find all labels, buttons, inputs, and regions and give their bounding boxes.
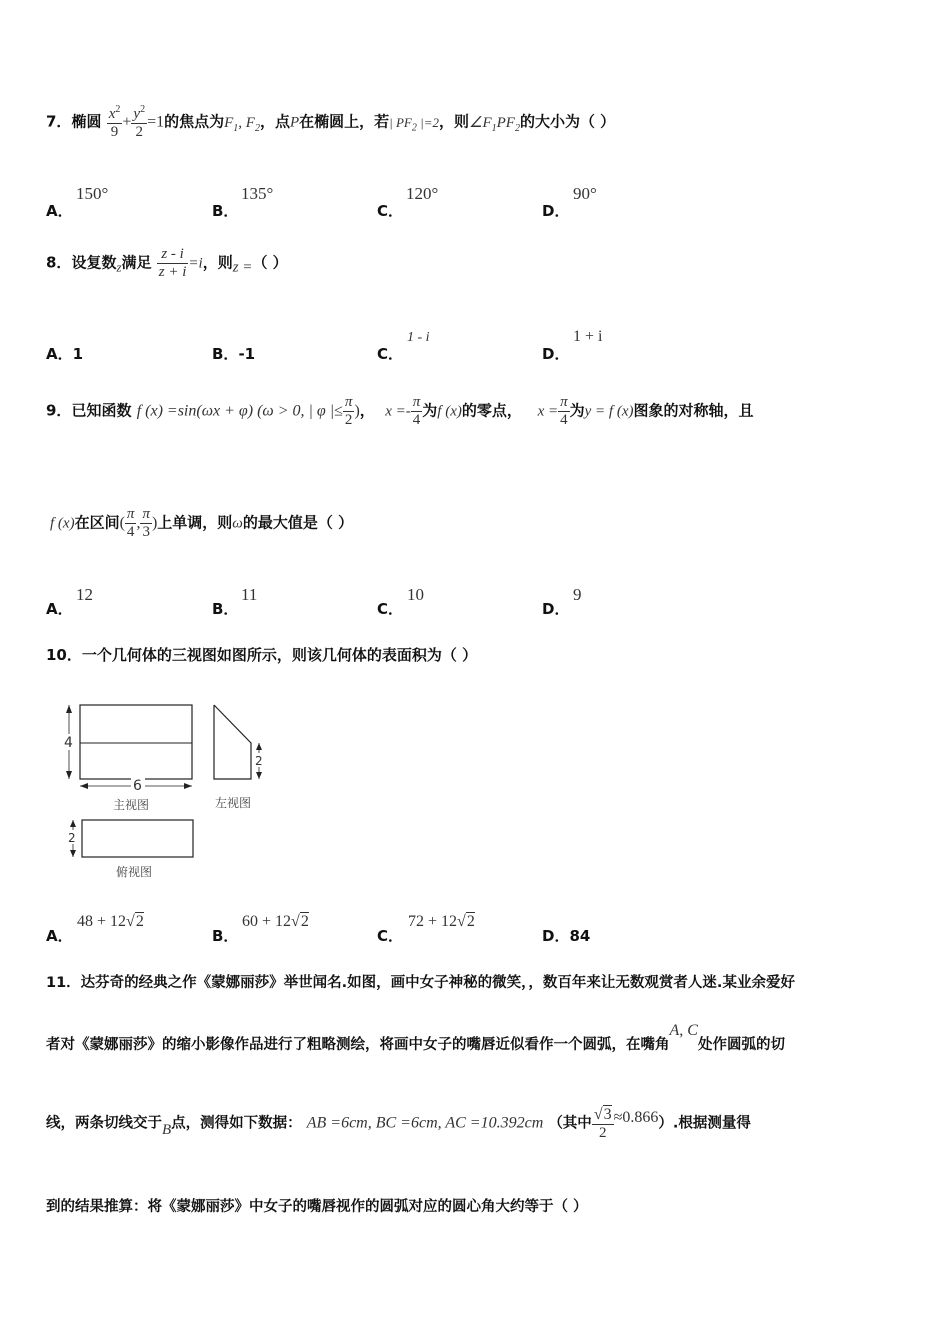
q10-option-b-value: 60 + 12√2 [242,913,309,930]
question-11-line-1: 11．达芬奇的经典之作《蒙娜丽莎》举世闻名.如图，画中女子神秘的微笑，，数百年来让无数观赏者人迷.某业余爱好 [46,975,795,991]
q8-option-d-letter: D． [542,345,570,363]
q8-fraction: $\frac{z - i}{z + i}$ [158,246,187,280]
height-arrow-down [66,771,72,779]
q7-text-2: 的焦点为 [164,112,225,131]
q7-angle: $\angle F_1PF_2$ [469,114,520,134]
q7-frac-y: $\frac{y^2}{2}$ [133,104,146,140]
q10-option-a-value: 48 + 12√2 [77,913,144,930]
q8-option-c-value: 1 - i [407,330,430,345]
q8-option-a: A．1 [46,345,84,363]
q7-option-b-value: 135° [241,184,274,203]
q7-option-a-letter: A． [46,202,73,220]
top-arrow-down [70,850,76,857]
q9-option-b-letter: B． [212,600,239,618]
q10-option-b-letter: B． [212,927,239,945]
three-view-figure [55,697,295,887]
q7-text-1: 椭圆 [71,112,102,131]
q7-option-b-letter: B． [212,202,239,220]
q10-option-c-letter: C． [377,927,404,945]
side-arrow-down [256,772,262,779]
question-11-line-3: 线，两条切线交于B点，测得如下数据： AB =6cm, BC =6cm, AC =10.392cm （其中 $\frac{√3}{2}$ ≈0.866）.根据测量得 [46,1106,751,1141]
q9-option-c-letter: C． [377,600,404,618]
q7-number: 7． [46,112,72,131]
q7-option-c-letter: C． [377,202,404,220]
side-arrow-up [256,743,262,750]
q7-option-c-value: 120° [406,184,439,203]
q7-frac-x: $\frac{x^2}{9}$ [108,104,121,140]
q9-interval-right: $\frac{\pi}{3}$ [142,506,150,540]
q7-option-a-value: 150° [76,184,109,203]
q9-option-d-letter: D． [542,600,570,618]
question-7: 7．椭圆 $\frac{x^2}{9}$ + $\frac{y^2}{2}$ =1的焦点为$F_1$, $F_2$，点P在椭圆上，若| $PF_2$ |=2，则$\angle F_1PF_2$的大小为（ ） [46,104,616,140]
q8-option-d-value: 1 + i [573,328,603,345]
q10-option-d: D．84 [542,927,591,945]
width-arrow-right [184,783,192,789]
q9-option-d-value: 9 [573,585,582,604]
q9-pi-over-4-a: $\frac{\pi}{4}$ [412,394,421,428]
q7-condition: | $PF_2$ |=2 [389,114,439,134]
q9-option-b-value: 11 [241,585,258,604]
question-8: 8．设复数z满足 $\frac{z - i}{z + i}$ =i，则z =（ ） [46,246,288,280]
question-11-line-4: 到的结果推算：将《蒙娜丽莎》中女子的嘴唇视作的圆弧对应的圆心角大约等于（ ） [46,1199,588,1215]
q8-option-c-letter: C． [377,345,404,363]
question-9-line-2: f (x)在区间( $\frac{\pi}{4}$ , $\frac{\pi}{3}$ )上单调，则ω的最大值是（ ） [50,506,354,540]
q9-option-a-letter: A． [46,600,73,618]
height-arrow-up [66,705,72,713]
q7-foci: $F_1$, $F_2$ [224,114,260,134]
q10-option-c-value: 72 + 12√2 [408,913,475,930]
width-dimension-label: 6 [133,778,142,794]
top-arrow-up [70,820,76,827]
q8-option-b: B．-1 [212,345,256,363]
side-view-label: 左视图 [215,796,252,810]
height-dimension-label: 4 [64,735,73,751]
q7-option-d-letter: D． [542,202,570,220]
q11-sqrt3-over-2: $\frac{√3}{2}$ [593,1106,612,1141]
question-9: 9．已知函数 f (x) =sin(ωx + φ) (ω > 0, | φ |≤ $\frac{\pi}{2}$ )， x =- $\frac{\pi}{4}$ 为f (x)的零点， x = $\frac{\pi}{4}$ 为y = f (x)图象的对称轴，且 [46,394,754,428]
front-view-label: 主视图 [113,798,150,812]
side-dimension-label: 2 [255,754,263,768]
q9-option-c-value: 10 [407,585,424,604]
question-10: 10．一个几何体的三视图如图所示，则该几何体的表面积为（ ） [46,646,478,664]
q9-option-a-value: 12 [76,585,93,604]
top-view-label: 俯视图 [116,865,153,879]
q7-option-d-value: 90° [573,184,597,203]
side-view-shape [214,705,251,779]
q10-option-a-letter: A． [46,927,73,945]
q9-pi-over-2: $\frac{\pi}{2}$ [344,394,353,428]
q9-interval-left: $\frac{\pi}{4}$ [126,506,135,540]
width-arrow-left [80,783,88,789]
top-view-rect [82,820,193,857]
question-11-line-2: 者对《蒙娜丽莎》的缩小影像作品进行了粗略测绘，将画中女子的嘴唇近似看作一个圆弧，在嘴角A, C处作圆弧的切 [46,1022,785,1053]
front-view-rect [80,705,192,779]
top-dimension-label: 2 [68,831,76,845]
q9-pi-over-4-b: $\frac{\pi}{4}$ [560,394,568,428]
